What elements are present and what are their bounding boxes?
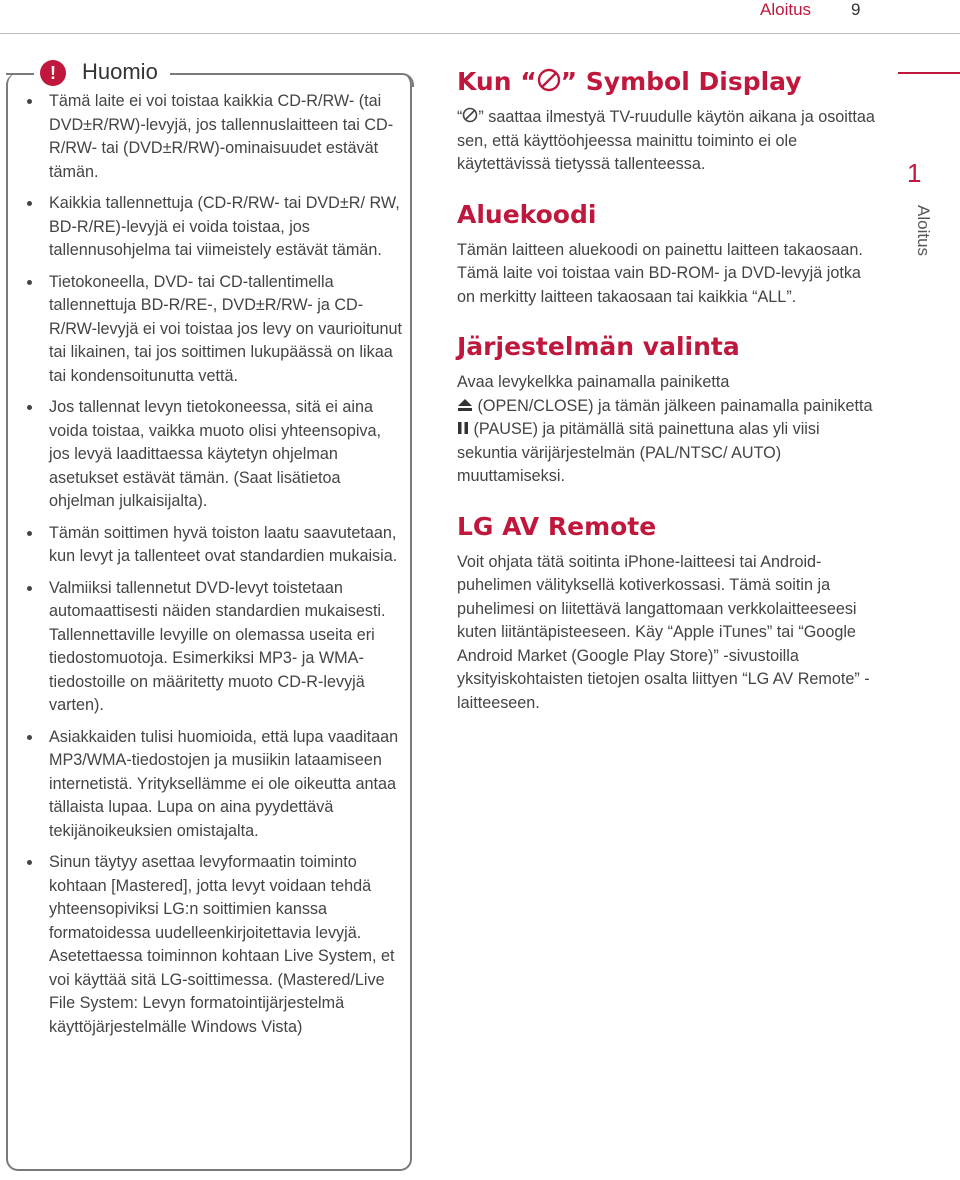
right-column: [457, 66, 877, 737]
list-item: Valmiiksi tallennetut DVD-levyt toistetaan automaattisesti näiden standardien mukaisesti. Tallennettaville levyille on olemassa useita eri tiedostomuotoja. Esimerkiksi MP3- ja WMA-tiedostoille on määritetty muoto CD-R-levyjä varten).: [24, 577, 404, 718]
list-item: Kaikkia tallennettuja (CD-R/RW- tai DVD±R/ RW, BD-R/RE)-levyjä ei voida toistaa, jos tallennusohjelma tai viimeistely estävät tämän.: [24, 192, 404, 263]
section-title: Aluekoodi: [457, 199, 597, 229]
prohibited-icon: [537, 68, 561, 92]
pause-icon: [457, 421, 469, 435]
section-body: Tämän laitteen aluekoodi on painettu laitteen takaosaan. Tämä laite voi toistaa vain BD-ROM- ja DVD-levyjä jotka on merkitty laitteen takaosaan tai kaikkia “ALL”.: [457, 240, 863, 306]
section-title: Järjestelmän valinta: [457, 332, 740, 361]
list-item: Sinun täytyy asettaa levyformaatin toiminto kohtaan [Mastered], jotta levyt voidaan tehdä yhteensopiviksi LG:n soittimien kanssa formatoidessa uudelleenkirjoitettavia levyjä. Asetettaessa toiminnon kohtaan Live System, et voi käyttää sitä LG-soittimessa. (Mastered/Live File System: Levyn formatointijärjestelmä käyttöjärjestelmälle Windows Vista): [24, 851, 404, 1039]
eject-icon: [457, 398, 473, 412]
section-title: LG AV Remote: [457, 511, 657, 541]
section-title: [457, 66, 877, 98]
note-box-top-right-border: [170, 73, 414, 87]
title-text-before: Kun “: [457, 67, 537, 96]
body-part-1: Avaa levykelkka painamalla painiketta: [457, 373, 730, 391]
chapter-number: 1: [907, 158, 922, 188]
list-item: Asiakkaiden tulisi huomioida, että lupa vaaditaan MP3/WMA-tiedostojen ja musiikin lataamiseen internetistä. Yrityksellämme ei ole oikeutta antaa tällaista lupaa. Lupa on aina pyydettävä tekijänoikeuksien omistajalta.: [24, 726, 404, 844]
section-lg-av-remote: [457, 511, 877, 716]
section-symbol-display: [457, 66, 877, 177]
chapter-label: Aloitus: [914, 205, 933, 257]
section-body: [457, 371, 877, 489]
section-body: Voit ohjata tätä soitinta iPhone-laitteesi tai Android-puhelimen välityksellä kotiverkossasi. Tämä soitin ja puhelimesi on liitettävä langattomaan verkkolaitteeseesi kuten liitäntäpisteeseen. Käy “Apple iTunes” tai “Google Android Market (Google Play Store)” -sivustoilla yksityiskohtaisten tietojen osalta liittyen “LG AV Remote” -laitteeseen.: [457, 552, 870, 712]
list-item: Tämän soittimen hyvä toiston laatu saavutetaan, kun levyt ja tallenteet ovat standardien mukaisia.: [24, 522, 404, 569]
body-part-3: (PAUSE) ja pitämällä sitä painettuna alas yli viisi sekuntia värijärjestelmän (PAL/NTSC/ AUTO) muuttamiseksi.: [457, 420, 820, 485]
note-title: Huomio: [82, 59, 158, 84]
section-region-code: [457, 199, 877, 310]
note-box-top-left-border: [6, 73, 34, 75]
body-text-before: “: [457, 108, 463, 126]
header-section-title: Aloitus: [760, 0, 812, 19]
body-text-after: ” saattaa ilmestyä TV-ruudulle käytön aikana ja osoittaa sen, että käyttöohjeessa mainittu toiminto ei ole käytettävissä tietyssä tallenteessa.: [457, 108, 875, 173]
title-text-after: ” Symbol Display: [560, 67, 802, 96]
prohibited-icon: [462, 107, 478, 123]
page-number: 9: [851, 0, 861, 19]
note-list: [24, 90, 404, 1047]
list-item: Tietokoneella, DVD- tai CD-tallentimella tallennettuja BD-R/RE-, DVD±R/RW- ja CD-R/RW-levyjä ei voi toistaa jos levy on vaurioitunut tai likainen, tai jos soittimen lukupäässä on likaa tai kondensoitunutta vettä.: [24, 271, 404, 389]
section-body: [457, 106, 877, 177]
body-part-2: (OPEN/CLOSE) ja tämän jälkeen painamalla painiketta: [477, 396, 873, 415]
header-rule: [0, 33, 960, 34]
warning-icon: !: [40, 60, 66, 86]
section-system-select: [457, 331, 877, 489]
list-item: Jos tallennat levyn tietokoneessa, sitä ei aina voida toistaa, vaikka muoto olisi yhteensopiva, jos levyä laadittaessa käytetyn ohjelman asetukset estävät tämän. (Saat lisätietoa ohjelman julkaisijalta).: [24, 396, 404, 514]
list-item: Tämä laite ei voi toistaa kaikkia CD-R/RW- (tai DVD±R/RW)-levyjä, jos tallennuslaitteen tai CD-R/RW- tai (DVD±R/RW)-ominaisuudet estävät tämän.: [24, 90, 404, 184]
